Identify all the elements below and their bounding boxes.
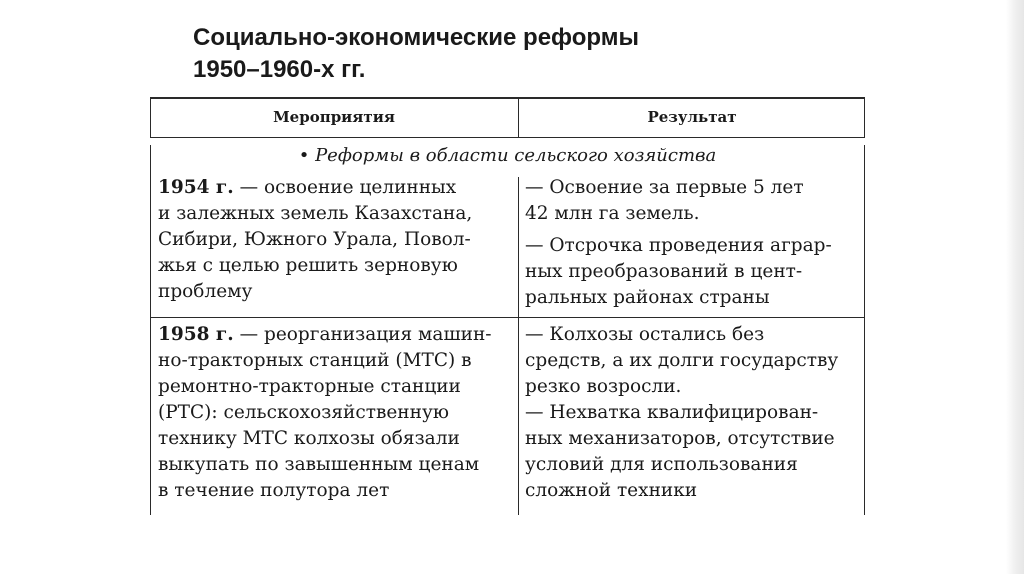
table-left-border xyxy=(150,145,151,515)
reforms-table xyxy=(150,97,865,515)
table-row-1-measure xyxy=(158,175,513,305)
row-2-year: 1958 г. xyxy=(158,324,234,345)
table-row-2-measure xyxy=(158,322,513,504)
header-bottom-border xyxy=(150,137,865,138)
table-row-1-result-1: — Освоение за первые 5 лет 42 млн га земель. xyxy=(525,177,804,224)
page-title xyxy=(193,22,639,86)
table-right-border xyxy=(864,145,865,515)
column-header-measures: Мероприятия xyxy=(273,108,395,126)
title-line-2: 1950–1960-х гг. xyxy=(193,56,366,83)
row-2-measure-text: — реорганизация машин- но-тракторных станций (МТС) в ремонтно-тракторные станции (РТС): сельскохозяйственную технику МТС колхозы обязали выкупать по завышенным ценам в течение полутора лет xyxy=(158,324,492,501)
title-line-1: Социально-экономические реформы xyxy=(193,24,639,51)
slide-edge-shadow xyxy=(1006,0,1024,574)
table-row-2-result: — Колхозы остались без средств, а их долги государству резко возросли. — Нехватка квалифицирован- ных механизаторов, отсутствие условий для использования сложной техники xyxy=(525,324,839,501)
column-header-result: Результат xyxy=(647,108,737,126)
row-1-measure-text: — освоение целинных и залежных земель Казахстана, Сибири, Южного Урала, Повол- жья с целью решить зерновую проблему xyxy=(158,177,473,302)
row-divider xyxy=(150,317,865,318)
table-row-1-result-2: — Отсрочка проведения аграр- ных преобразований в цент- ральных районах страны xyxy=(525,235,832,308)
column-divider xyxy=(518,177,519,515)
row-1-year: 1954 г. xyxy=(158,177,234,198)
section-label: • Реформы в области сельского хозяйства xyxy=(298,145,717,166)
table-top-border xyxy=(150,97,865,99)
